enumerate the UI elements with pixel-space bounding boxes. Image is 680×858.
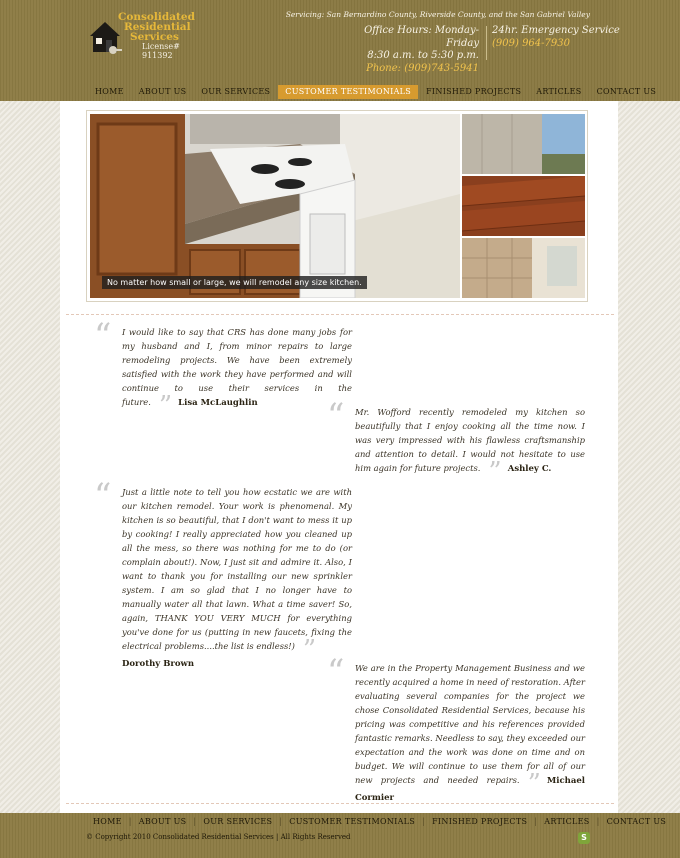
close-quote-icon: ” <box>527 769 541 799</box>
photo-banner <box>86 110 588 302</box>
nav-home[interactable]: HOME <box>95 87 124 96</box>
emergency-phone[interactable]: (909) 964-7930 <box>492 37 570 49</box>
testimonial-2 <box>327 396 585 487</box>
testimonial-author: Michael Cormier <box>355 776 585 803</box>
close-quote-icon: ” <box>302 635 317 665</box>
open-quote-icon: “ <box>327 652 345 692</box>
service-area: Servicing: San Bernardino County, Riverside County, and the San Gabriel Valley <box>285 10 590 19</box>
exterior-image <box>462 114 585 174</box>
footer-nav-about-us[interactable]: ABOUT US <box>138 817 187 826</box>
license-number: License# 911392 <box>142 42 180 60</box>
office-hours <box>355 25 479 75</box>
emergency-label: 24hr. Emergency Service <box>492 25 620 36</box>
content-divider-top <box>66 314 614 315</box>
footer-nav-contact-us[interactable]: CONTACT US <box>606 817 667 826</box>
testimonial-text: I would like to say that CRS has done many jobs for my husband and I, from minor repairs to large remodeling projects. We have been extremely satisfied with the work they have performed and will continue to use their services in the future. <box>122 327 352 407</box>
site-badge-icon[interactable]: S <box>578 832 590 844</box>
testimonial-text: Mr. Wofford recently remodeled my kitchen so beautifully that I enjoy cooking all the time now. I was very impressed with his flawless craftsmanship and attention to detail. I would not hesitate to use him again for future projects. <box>355 407 585 473</box>
office-phone[interactable]: Phone: (909)743-5941 <box>366 62 479 74</box>
testimonial-text: We are in the Property Management Business and we recently acquired a home in need of restoration. After evaluating several companies for the project we chose Consolidated Residential Services, because his pricing was competitive and his references provided fantastic remarks. Needless to say, they exceeded our expectation and the work was done on time and on budget. We will continue to use them for all of our new projects and needed repairs. <box>355 663 585 785</box>
banner-caption: No matter how small or large, we will remodel any size kitchen. <box>102 276 367 289</box>
footer-separator: | <box>534 817 538 826</box>
open-quote-icon: “ <box>94 476 112 516</box>
footer-nav-finished-projects[interactable]: FINISHED PROJECTS <box>432 817 528 826</box>
nav-contact-us[interactable]: CONTACT US <box>596 87 657 96</box>
house-key-icon <box>88 18 122 58</box>
emergency-service <box>492 25 620 50</box>
thumb-flooring[interactable] <box>462 176 585 236</box>
footer-nav-home[interactable]: HOME <box>93 817 122 826</box>
copyright-notice: © Copyright 2010 Consolidated Residential Services | All Rights Reserved <box>86 833 351 841</box>
nav-about-us[interactable]: ABOUT US <box>138 87 187 96</box>
main-nav <box>88 85 664 99</box>
site-logo[interactable] <box>88 10 198 60</box>
footer-separator: | <box>279 817 283 826</box>
footer-nav <box>86 817 673 826</box>
open-quote-icon: “ <box>327 396 345 436</box>
logo-line-3: Services <box>130 31 179 43</box>
testimonial-1 <box>94 316 352 421</box>
nav-articles[interactable]: ARTICLES <box>536 87 582 96</box>
nav-finished-projects[interactable]: FINISHED PROJECTS <box>426 87 522 96</box>
flooring-image <box>462 176 585 236</box>
bathroom-image <box>462 238 585 298</box>
thumb-bathroom[interactable] <box>462 238 585 298</box>
footer-separator: | <box>422 817 426 826</box>
footer-separator: | <box>596 817 600 826</box>
header-divider <box>486 26 487 60</box>
nav-customer-testimonials[interactable]: CUSTOMER TESTIMONIALS <box>278 85 418 99</box>
site-header <box>0 0 680 101</box>
kitchen-photo <box>90 114 460 298</box>
testimonial-author: Lisa McLaughlin <box>178 398 258 408</box>
testimonial-author: Dorothy Brown <box>122 659 195 669</box>
kitchen-illustration <box>90 114 460 298</box>
content-divider-bottom <box>66 803 614 804</box>
testimonial-author: Ashley C. <box>507 464 552 474</box>
testimonial-3 <box>94 476 352 671</box>
footer-separator: | <box>128 817 132 826</box>
site-footer <box>0 813 680 858</box>
footer-nav-articles[interactable]: ARTICLES <box>544 817 590 826</box>
logo-line-2: Residential <box>124 21 191 33</box>
office-hours-time: 8:30 a.m. to 5:30 p.m. <box>367 50 479 61</box>
testimonial-text: Just a little note to tell you how ecstatic we are with our kitchen remodel. Your work is phenomenal. My kitchen is so beautiful, that I don't want to mess it up by cooking! I really appreciated how you cleaned up all the mess, so there was nothing for me to do (or complain about!). Now, I just sit and admire it. Also, I want to thank you for installing our new sprinkler system. I am so glad that I no longer have to manually water all that lawn. What a time saver! So, again, THANK YOU VERY MUCH for everything you've done for us (putting in new faucets, fixing the electrical problems....the list is endless!) <box>122 487 352 651</box>
nav-our-services[interactable]: OUR SERVICES <box>201 87 271 96</box>
footer-nav-our-services[interactable]: OUR SERVICES <box>203 817 273 826</box>
testimonial-4 <box>327 652 585 805</box>
logo-wordmark <box>118 12 195 42</box>
open-quote-icon: “ <box>94 316 112 356</box>
close-quote-icon: ” <box>488 457 502 487</box>
close-quote-icon: ” <box>158 391 173 421</box>
office-hours-label: Office Hours: Monday-Friday <box>364 25 479 49</box>
thumb-exterior[interactable] <box>462 114 585 174</box>
footer-nav-customer-testimonials[interactable]: CUSTOMER TESTIMONIALS <box>289 817 416 826</box>
footer-separator: | <box>193 817 197 826</box>
logo-line-1: Consolidated <box>118 11 195 23</box>
